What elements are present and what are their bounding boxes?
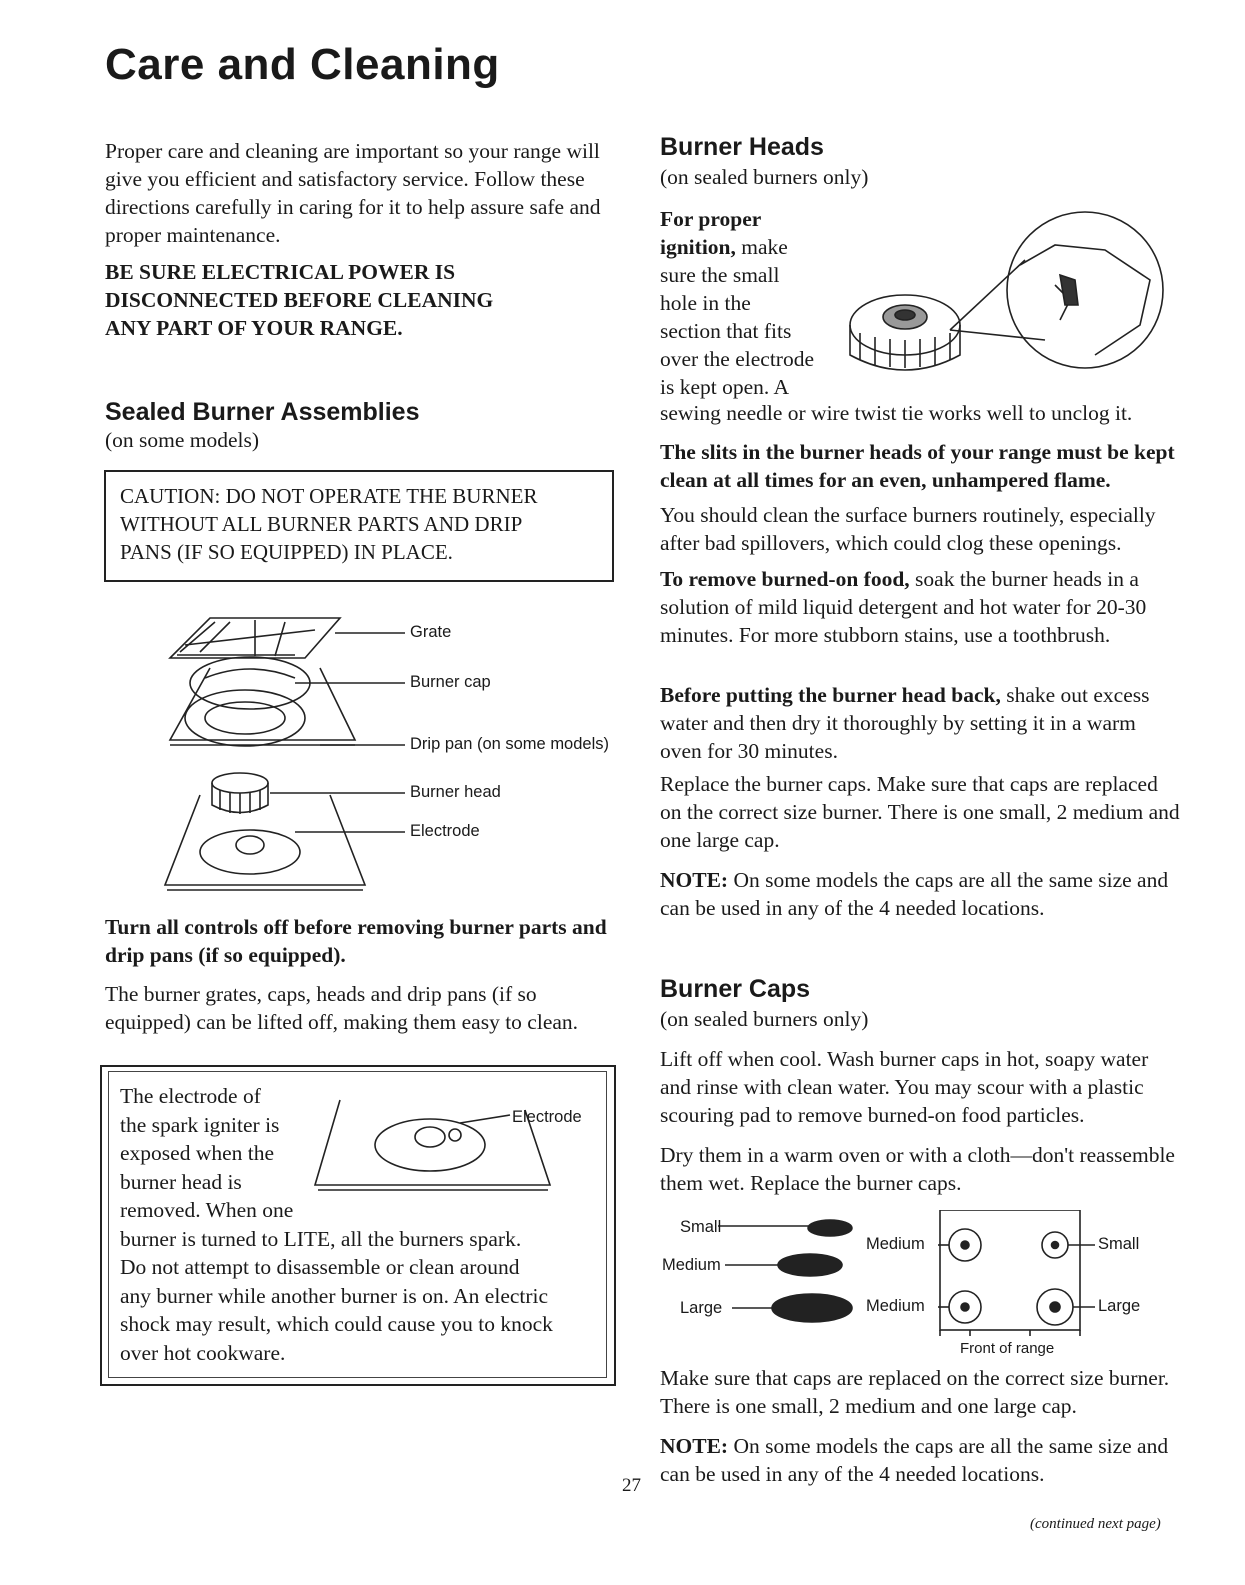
slits-note: The slits in the burner heads of your range must be kept clean at all times for an even, unhampered flame.	[660, 440, 1175, 492]
caps-small-label: Small	[680, 1218, 722, 1236]
caps-subheading: (on sealed burners only)	[660, 1007, 869, 1031]
burner-head-label: Burner head	[410, 783, 501, 801]
before-rest: shake out excess water and then dry it thoroughly by setting it in a warm oven for 30 minutes.	[660, 683, 1150, 763]
sealed-heading: Sealed Burner Assemblies	[105, 398, 420, 426]
continued-note: (continued next page)	[1030, 1516, 1161, 1532]
heads-heading: Burner Heads	[660, 133, 824, 161]
proper-line: over the electrode	[660, 347, 814, 371]
power-warning	[105, 258, 625, 342]
electrode-line: the spark igniter is	[120, 1112, 280, 1137]
before-bold: Before putting the burner head back,	[660, 683, 1001, 707]
warning-line: DISCONNECTED BEFORE CLEANING	[105, 288, 494, 312]
electrode-line: The electrode of	[120, 1084, 261, 1108]
electrode-line: removed. When one	[120, 1198, 294, 1222]
replace-paragraph: Replace the burner caps. Make sure that caps are replaced on the correct size burner. There is one small, 2 medium and one large cap.	[660, 772, 1180, 852]
remove-food-paragraph	[660, 565, 1180, 649]
electrode-line: over hot cookware.	[120, 1340, 286, 1365]
make-sure-paragraph: Make sure that caps are replaced on the correct size burner. There is one small, 2 medium and one large cap.	[660, 1366, 1170, 1418]
lifted-paragraph: The burner grates, caps, heads and drip pans (if so equipped) can be lifted off, making them easy to clean.	[105, 982, 579, 1034]
grate-label: Grate	[410, 623, 452, 641]
remove-rest: soak the burner heads in a solution of mild liquid detergent and hot water for 20-30 minutes. For more stubborn stains, use a toothbrush.	[660, 567, 1147, 647]
before-putting-paragraph	[660, 681, 1180, 765]
electrode-line: shock may result, which could cause you to knock	[120, 1312, 553, 1336]
caps-heading: Burner Caps	[660, 975, 811, 1003]
large-cap-shape	[772, 1294, 852, 1322]
proper-line: section that fits	[660, 319, 792, 343]
heads-subheading: (on sealed burners only)	[660, 165, 869, 189]
note-bold: NOTE:	[660, 868, 729, 892]
caps-note	[660, 1432, 1180, 1488]
caps-large-label: Large	[680, 1299, 723, 1317]
proper-line: hole in the	[660, 291, 751, 315]
electrode-line: burner is turned to LITE, all the burners spark.	[120, 1226, 522, 1251]
caution-line: WITHOUT ALL BURNER PARTS AND DRIP	[120, 512, 523, 536]
grid-medium-bottom-label: Medium	[866, 1297, 925, 1315]
burner-head-hole-diagram	[840, 205, 1170, 385]
electrode-line: Do not attempt to disassemble or clean around	[120, 1255, 520, 1279]
caution-line: PANS (IF SO EQUIPPED) IN PLACE.	[120, 540, 453, 564]
proper-line: is kept open. A	[660, 375, 789, 399]
drip-pan-label: Drip pan (on some models)	[410, 735, 609, 753]
warning-line: ANY PART OF YOUR RANGE.	[105, 316, 403, 340]
routinely-paragraph: You should clean the surface burners routinely, especially after bad spillovers, which could clog these openings.	[660, 503, 1156, 555]
electrode-box-label: Electrode	[512, 1108, 582, 1126]
proper-bold: ignition,	[660, 235, 736, 259]
sealed-subheading: (on some models)	[105, 428, 260, 452]
intro-paragraph: Proper care and cleaning are important so your range will give you efficient and satisfactory service. Follow these directions carefully in caring for it to help assure safe and proper maintenance.	[105, 139, 601, 247]
grid-small-label: Small	[1098, 1235, 1140, 1253]
caps-diagram	[660, 1210, 1180, 1350]
warning-line: BE SURE ELECTRICAL POWER IS	[105, 260, 456, 284]
caution-line: CAUTION: DO NOT OPERATE THE BURNER	[120, 484, 538, 508]
grid-large-label: Large	[1098, 1297, 1141, 1315]
lift-paragraph: Lift off when cool. Wash burner caps in hot, soapy water and rinse with clean water. You may scour with a plastic scouring pad to remove burned-on food particles.	[660, 1047, 1149, 1127]
electrode-line: exposed when the	[120, 1141, 275, 1165]
electrode-base-illustration	[165, 795, 365, 890]
front-of-range-label: Front of range	[960, 1340, 1055, 1357]
grid-medium-top-label: Medium	[866, 1235, 925, 1253]
electrode-line: any burner while another burner is on. An electric	[120, 1283, 549, 1308]
drip-pan-illustration	[170, 668, 355, 746]
heads-note	[660, 866, 1180, 922]
note-rest: On some models the caps are all the same size and can be used in any of the 4 needed locations.	[660, 868, 1169, 920]
needle-text: sewing needle or wire twist tie works well to unclog it.	[660, 401, 1133, 425]
page-number: 27	[622, 1475, 641, 1496]
proper-line: make	[735, 235, 788, 259]
turn-off-note: Turn all controls off before removing burner parts and drip pans (if so equipped).	[105, 915, 607, 967]
caps-note-bold: NOTE:	[660, 1434, 729, 1458]
electrode-line: burner head is	[120, 1169, 242, 1194]
caps-note-rest: On some models the caps are all the same size and can be used in any of the 4 needed locations.	[660, 1434, 1169, 1486]
burner-cap-label: Burner cap	[410, 673, 491, 691]
small-cap-shape	[808, 1220, 852, 1236]
caps-medium-label: Medium	[662, 1256, 721, 1274]
grate-illustration	[170, 618, 340, 658]
medium-cap-shape	[778, 1254, 842, 1276]
proper-line: For proper	[660, 207, 762, 231]
remove-bold: To remove burned-on food,	[660, 567, 910, 591]
page-title: Care and Cleaning	[105, 40, 500, 89]
burner-head-illustration	[212, 773, 268, 814]
dry-paragraph: Dry them in a warm oven or with a cloth—don't reassemble them wet. Replace the burner caps.	[660, 1143, 1175, 1195]
electrode-label: Electrode	[410, 822, 480, 840]
proper-ignition-text	[660, 205, 860, 401]
caution-text	[120, 482, 610, 566]
proper-line: sure the small	[660, 263, 780, 287]
